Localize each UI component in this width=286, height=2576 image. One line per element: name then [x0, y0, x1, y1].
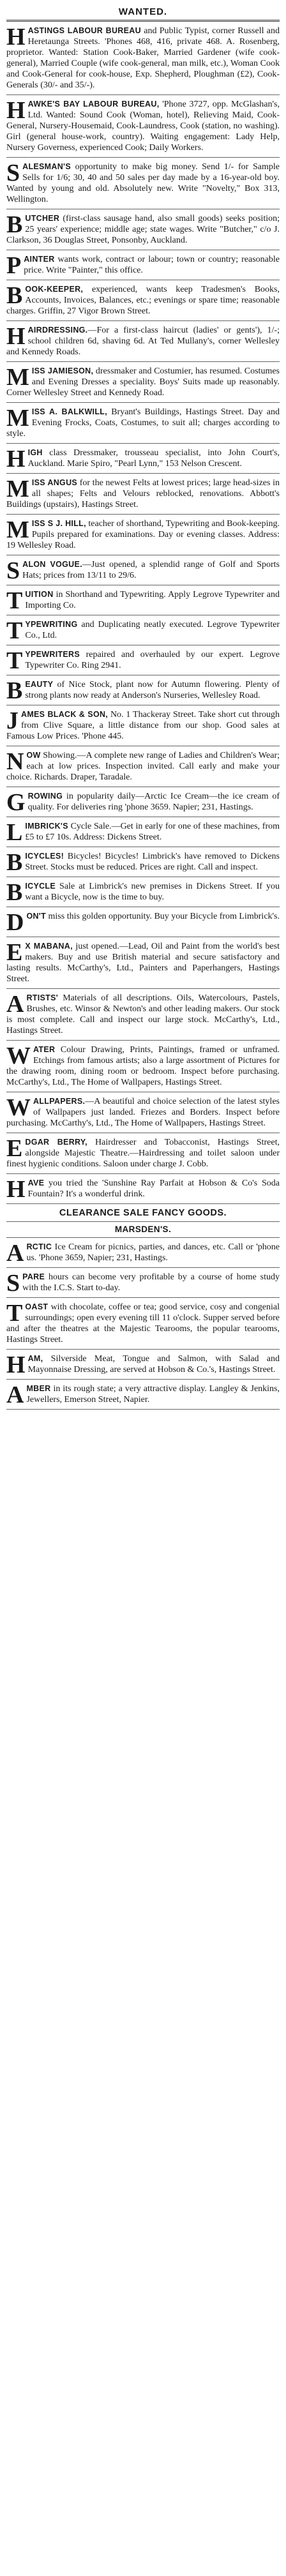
- ad-initial-letter: B: [6, 282, 23, 309]
- ad-group-a: [6, 22, 280, 705]
- ad-body-text: Materials of all descriptions. Oils, Watercolours, Pastels, Brushes, etc. Winsor & Newton's and other leading makers. Our stock is most complete. Call and inspect our large stock. McCarthy's, Ltd., Hastings Street.: [6, 993, 280, 1036]
- ad-lead-text: AMES BLACK & SON,: [21, 710, 109, 719]
- ad-initial-letter: S: [6, 1270, 20, 1297]
- ad-lead-text: UITION: [25, 590, 54, 599]
- ad-body-text: (first-class sausage hand, also small goods) seeks position; 25 years' experience; middle age; state wages. Write "Butcher," c/o J. Clarkson, 36 Douglas Street, Ponsonby, Auckland.: [6, 214, 280, 245]
- ad-lead-text: DGAR BERRY,: [25, 1138, 87, 1147]
- classified-ad: [6, 645, 280, 675]
- ad-body-text: you tried the 'Sunshine Ray Parfait at Hobson & Co's Soda Fountain? It's a wonderful drink.: [27, 1179, 280, 1199]
- ad-lead-text: ALLPAPERS.: [33, 1097, 86, 1106]
- classified-ad: [6, 907, 280, 937]
- ad-initial-letter: T: [6, 1300, 23, 1327]
- ad-body-text: miss this golden opportunity. Buy your Bicycle from Limbrick's.: [46, 912, 280, 921]
- classified-ad: [6, 362, 280, 403]
- ad-initial-letter: T: [6, 617, 23, 644]
- ad-body-text: 'Phone 3727, opp. McGlashan's, Ltd. Wanted: Sound Cook (Woman, hotel), Relieving Maid, Cook-General, Nursery-Housemaid, Cook-Laundress, Cook (station, no washing). Girl (general house-work, country). Waiting engagement: Lady Help, Nursery Governess, experienced Cook; Daily Workers.: [6, 100, 280, 153]
- ad-body-text: in Shorthand and Typewriting. Apply Legrove Typewriter and Importing Co.: [25, 590, 280, 610]
- classified-ad: [6, 817, 280, 847]
- ad-body-text: teacher of shorthand, Typewriting and Book-keeping. Pupils prepared for examinations. Day or evening classes. Address: 19 Wellesley Road.: [6, 519, 280, 550]
- ad-body-text: Bicycles! Bicycles! Limbrick's have removed to Dickens Street. Stocks must be reduced. Prices are right. Call and inspect.: [25, 852, 280, 872]
- ad-initial-letter: M: [6, 364, 29, 391]
- ad-initial-letter: W: [6, 1043, 31, 1069]
- classified-ad: [6, 1298, 280, 1350]
- ad-initial-letter: M: [6, 516, 29, 543]
- ad-body-text: experienced, wants keep Tradesmen's Books, Accounts, Invoices, Balances, etc.; evenings or spare time; reasonable charges. Griffin, 27 Vigor Brown Street.: [6, 285, 280, 316]
- ad-initial-letter: H: [6, 24, 26, 50]
- ad-initial-letter: T: [6, 587, 23, 614]
- classified-ad: [6, 158, 280, 209]
- ad-initial-letter: L: [6, 819, 23, 846]
- ad-initial-letter: W: [6, 1094, 31, 1121]
- marsdens-banner: MARSDEN'S.: [6, 1222, 280, 1238]
- ad-body-text: and Duplicating neatly executed. Legrove Typewriter Co., Ltd.: [25, 620, 280, 640]
- classified-ad: [6, 877, 280, 907]
- classified-ad: [6, 746, 280, 787]
- ad-body-text: in its rough state; a very attractive display. Langley & Jenkins, Jewellers, Emerson Street, Napier.: [26, 1384, 280, 1405]
- ad-initial-letter: E: [6, 939, 23, 966]
- clearance-sale-banner: CLEARANCE SALE FANCY GOODS.: [6, 1204, 280, 1222]
- ad-body-text: Showing.—A complete new range of Ladies and Children's Wear; each at low prices. Inspection invited. Call early and make your choice. Richards. Draper, Taradale.: [6, 751, 280, 782]
- ad-initial-letter: D: [6, 909, 24, 936]
- ad-body-text: Sale at Limbrick's new premises in Dickens Street. If you want a Bicycle, now is the time to buy.: [25, 882, 280, 902]
- classified-ad: [6, 675, 280, 705]
- ad-lead-text: AINTER: [24, 255, 55, 264]
- ad-body-text: opportunity to make big money. Send 1/- for Sample Sells for 1/6; 30, 40 and 50 sales per day made by a 16-year-old boy. Wanted by young and old. Absolutely new. Write "Novelty," Box 313, Wellington.: [6, 162, 280, 204]
- ad-body-text: Silverside Meat, Tongue and Salmon, with Salad and Mayonnaise Dressing, are served at Hobson & Co.'s, Hastings Street.: [27, 1354, 280, 1375]
- classified-ad: [6, 250, 280, 280]
- ad-body-text: class Dressmaker, trousseau specialist, into John Court's, Auckland. Marie Spiro, "Pearl Lynn," 153 Nelson Crescent.: [27, 448, 280, 469]
- ad-lead-text: AVE: [27, 1179, 45, 1187]
- classified-ad: [6, 787, 280, 817]
- ad-lead-text: ALON VOGUE.: [22, 560, 82, 569]
- ad-initial-letter: H: [6, 446, 26, 472]
- classified-ad: [6, 22, 280, 95]
- classified-ad: [6, 515, 280, 555]
- ad-body-text: Cycle Sale.—Get in early for one of these machines, from £5 to £7 10s. Address: Dickens Street.: [25, 822, 280, 842]
- classified-ad: [6, 444, 280, 474]
- ad-initial-letter: S: [6, 160, 20, 186]
- ad-lead-text: IGH: [27, 448, 43, 457]
- ad-initial-letter: T: [6, 647, 23, 674]
- classified-ad: [6, 1133, 280, 1174]
- ad-lead-text: AM,: [27, 1354, 43, 1363]
- ad-initial-letter: A: [6, 1382, 24, 1408]
- ad-lead-text: ISS ANGUS: [31, 478, 78, 487]
- ad-lead-text: AIRDRESSING.: [27, 326, 88, 335]
- ad-lead-text: OAST: [25, 1302, 49, 1311]
- classified-ad: [6, 989, 280, 1041]
- ad-body-text: Colour Drawing, Prints, Paintings, framed or unframed. Etchings from famous artists; also a large assortment of Pictures for the drawing room, dining room or bedroom. Inspect before purchasing. McCarthy's, Ltd., The Home of Wallpapers, Hastings Street.: [6, 1045, 280, 1087]
- ad-lead-text: IMBRICK'S: [25, 822, 68, 831]
- ad-body-text: Bryant's Buildings, Hastings Street. Day and Evening Frocks, Coats, Costumes, to suit all; charges according to style.: [6, 407, 280, 439]
- ad-initial-letter: H: [6, 1352, 26, 1378]
- ad-lead-text: OW: [26, 751, 41, 760]
- section-heading: WANTED.: [118, 6, 168, 17]
- ad-lead-text: EAUTY: [25, 680, 54, 689]
- ad-body-text: —Just opened, a splendid range of Golf and Sports Hats; prices from 13/11 to 29/6.: [22, 560, 280, 580]
- ad-initial-letter: H: [6, 323, 26, 350]
- classified-ad: [6, 705, 280, 746]
- classified-ad: [6, 1174, 280, 1204]
- ad-body-text: wants work, contract or labour; town or country; reasonable price. Write "Painter," this office.: [24, 255, 280, 275]
- ad-body-text: —For a first-class haircut (ladies' or gents'), 1/-; school children 6d, shaving 6d. At Ted Mullany's, corner Wellesley and Kennedy Roads.: [6, 326, 280, 357]
- ad-initial-letter: G: [6, 789, 26, 816]
- classified-ad: [6, 209, 280, 250]
- ad-lead-text: ISS S J. HILL,: [31, 519, 86, 528]
- ad-lead-text: ON'T: [26, 912, 47, 921]
- ad-body-text: and Public Typist, corner Russell and Heretaunga Streets. 'Phones 468, 416, private 468. A. Rosenberg, proprietor. Wanted: Station Cook-Baker, Married Gardener (wife cook-general), Married Couple (wife cook-general, man milk, etc.), Woman Cook and Cook-General for cook-house, Exp. Shepherd, Ploughman (£2), Cook-Generals (30/- and 35/-).: [6, 26, 280, 90]
- ad-body-text: No. 1 Thackeray Street. Take short cut through from Clive Square, a little distance from our shop. Good sales at Famous Low Prices. 'Phone 445.: [6, 710, 280, 741]
- ad-initial-letter: B: [6, 879, 23, 906]
- ad-body-text: with chocolate, coffee or tea; good service, cosy and congenial surroundings; open every evening till 11 o'clock. Supper served before and after the theatres at the Majestic Tearooms, the popular tearooms, Hastings Street.: [6, 1302, 280, 1344]
- ad-initial-letter: H: [6, 1176, 26, 1203]
- ad-body-text: of Nice Stock, plant now for Autumn flowering. Plenty of strong plants now ready at Anderson's Nurseries, Wellesley Road.: [25, 680, 280, 700]
- classified-ad: [6, 847, 280, 877]
- ad-initial-letter: H: [6, 97, 26, 124]
- ad-lead-text: YPEWRITERS: [25, 650, 80, 659]
- ad-lead-text: ROWING: [27, 792, 63, 801]
- ad-initial-letter: B: [6, 211, 23, 238]
- ad-lead-text: RTISTS': [26, 993, 58, 1002]
- ad-initial-letter: M: [6, 405, 29, 432]
- classified-ad: [6, 1268, 280, 1298]
- ad-body-text: in popularity daily—Arctic Ice Cream—the ice cream of quality. For deliveries ring 'phone 3659. Napier; 231, Hastings.: [27, 792, 280, 812]
- ad-lead-text: RCTIC: [26, 1242, 52, 1251]
- ad-initial-letter: J: [6, 707, 19, 734]
- ad-lead-text: ICYCLE: [25, 882, 56, 891]
- ad-body-text: Hairdresser and Tobacconist, Hastings Street, alongside Majestic Theatre.—Hairdressing and toilet saloon under finest hygienic conditions. Saloon under charge J. Cobb.: [6, 1138, 280, 1169]
- ad-lead-text: ISS JAMIESON,: [31, 366, 94, 375]
- ad-initial-letter: M: [6, 476, 29, 502]
- classified-ad: [6, 321, 280, 362]
- ad-lead-text: AWKE'S BAY LABOUR BUREAU,: [27, 100, 160, 109]
- ad-lead-text: ASTINGS LABOUR BUREAU: [27, 26, 141, 35]
- ad-lead-text: PARE: [22, 1272, 45, 1281]
- ad-body-text: —A beautiful and choice selection of the latest styles of Wallpapers just landed. Friezes and Borders. Inspect before purchasing. McCarthy's, Ltd., The Home of Wallpapers, Hastings Street.: [6, 1097, 280, 1128]
- ad-initial-letter: E: [6, 1135, 23, 1162]
- ad-lead-text: UTCHER: [25, 214, 60, 223]
- classified-ad: [6, 474, 280, 515]
- ad-initial-letter: N: [6, 748, 24, 775]
- classified-ad: [6, 403, 280, 444]
- classified-ad: [6, 937, 280, 989]
- classified-ad: [6, 555, 280, 585]
- ad-lead-text: ALESMAN'S: [22, 162, 71, 171]
- ad-group-b: [6, 705, 280, 1204]
- ad-body-text: just opened.—Lead, Oil and Paint from the world's best makers. Buy and use British material and secure satisfactory and lasting results. McCarthy's, Ltd., Painters and Paperhangers, Hastings Street.: [6, 942, 280, 984]
- classified-ad: [6, 585, 280, 615]
- classified-ad: [6, 1380, 280, 1410]
- ad-initial-letter: S: [6, 557, 20, 584]
- classified-ad: [6, 95, 280, 158]
- classified-ad: [6, 1238, 280, 1268]
- ad-initial-letter: B: [6, 849, 23, 876]
- classified-ad: [6, 1041, 280, 1092]
- classified-ad: [6, 1350, 280, 1380]
- ad-body-text: for the newest Felts at lowest prices; large head-sizes in all shapes; Felts and Velours reblocked, renovations. Abbott's Buildings (upstairs), Hastings Street.: [6, 478, 280, 509]
- ad-lead-text: YPEWRITING: [25, 620, 78, 629]
- ad-initial-letter: A: [6, 991, 24, 1018]
- ad-group-c: [6, 1238, 280, 1410]
- ad-initial-letter: P: [6, 252, 22, 279]
- ad-initial-letter: B: [6, 677, 23, 704]
- ad-lead-text: ICYCLES!: [25, 852, 64, 861]
- ad-lead-text: MBER: [26, 1384, 51, 1393]
- ad-lead-text: X MABANA,: [25, 942, 73, 951]
- ad-body-text: dressmaker and Costumier, has resumed. Costumes and Evening Dresses a speciality. Boys' Suits made up reasonably. Corner Wellesley Street and Kennedy Road.: [6, 366, 280, 398]
- ad-initial-letter: A: [6, 1240, 24, 1267]
- classified-ad: [6, 280, 280, 321]
- ad-body-text: hours can become very profitable by a course of home study with the I.C.S. Start to-day.: [22, 1272, 280, 1293]
- ad-lead-text: ATER: [33, 1045, 56, 1054]
- ad-lead-text: OOK-KEEPER,: [25, 285, 84, 294]
- classified-ad: [6, 1092, 280, 1133]
- classified-ad: [6, 615, 280, 645]
- ad-body-text: Ice Cream for picnics, parties, and dances, etc. Call or 'phone us. 'Phone 3659, Napier; 231, Hastings.: [26, 1242, 280, 1263]
- ad-body-text: repaired and overhauled by our expert. Legrove Typewriter Co. Ring 2941.: [25, 650, 280, 670]
- ad-lead-text: ISS A. BALKWILL,: [31, 407, 107, 416]
